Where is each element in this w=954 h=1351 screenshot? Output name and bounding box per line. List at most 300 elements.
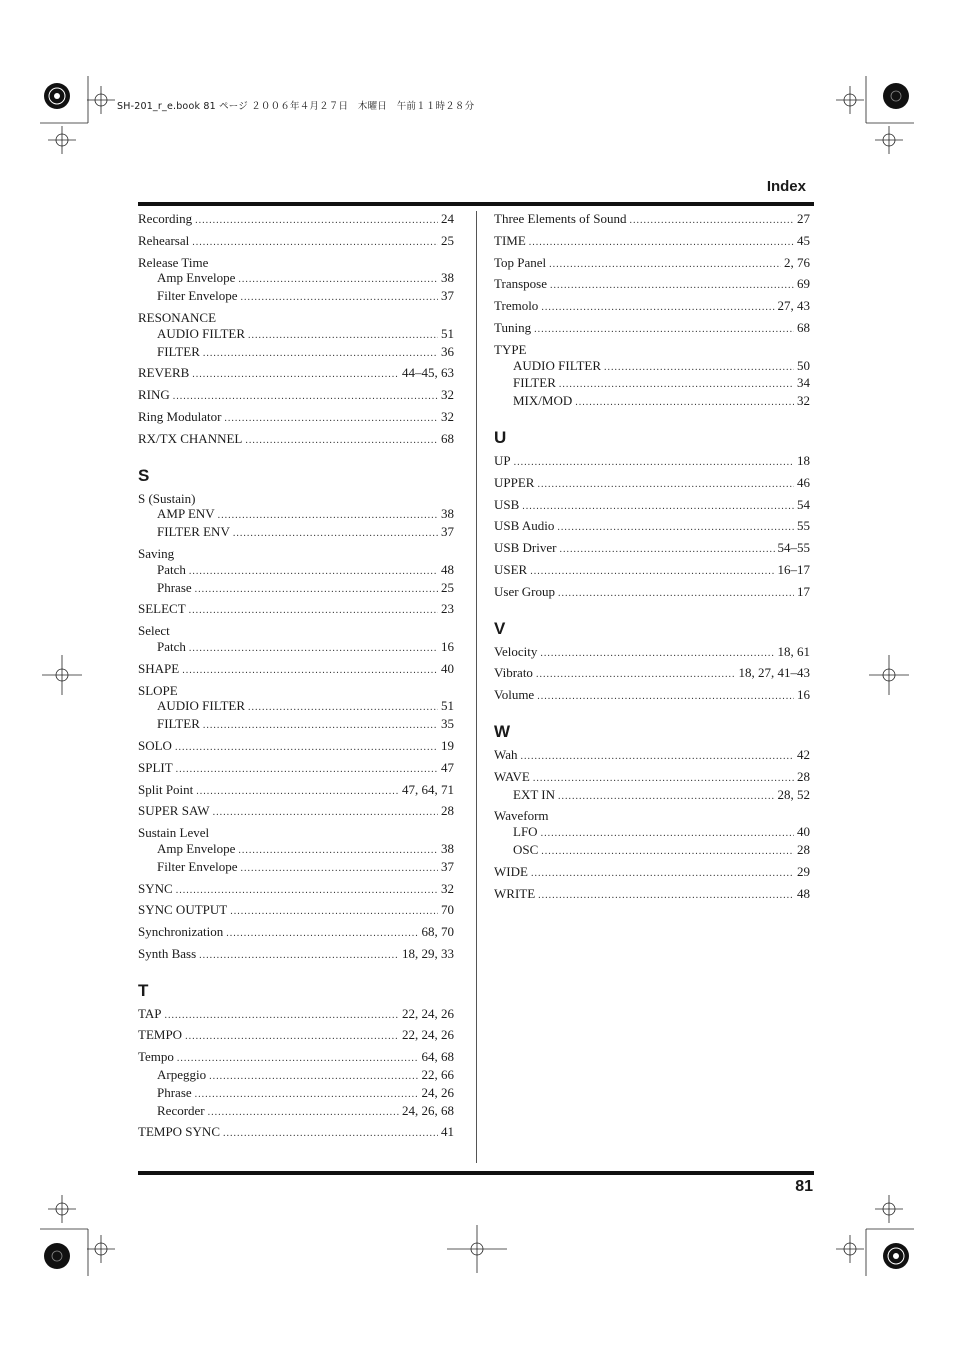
index-term: REVERB (138, 365, 190, 381)
index-entry-line (138, 738, 454, 756)
index-page-refs: 40 (797, 824, 810, 840)
index-page-refs: 34 (797, 375, 810, 391)
index-page-refs: 32 (441, 880, 454, 896)
index-page-refs: 55 (797, 518, 810, 534)
leader-dots (245, 433, 438, 449)
index-entry-line (494, 453, 810, 471)
leader-dots (189, 564, 438, 580)
index-page-refs: 35 (441, 716, 454, 732)
leader-dots (531, 866, 794, 882)
index-entry (494, 886, 810, 904)
leader-dots (230, 904, 438, 920)
index-entry-line (138, 431, 454, 449)
index-term: SUPER SAW (138, 803, 210, 819)
index-entry-line (138, 946, 454, 964)
index-entry-line (138, 255, 454, 271)
index-entry (138, 387, 454, 405)
leader-dots (176, 883, 438, 899)
column-divider (476, 211, 477, 1163)
index-subentry (494, 358, 810, 376)
index-term: Rehearsal (138, 232, 190, 248)
index-entry (494, 255, 810, 273)
index-term: Velocity (494, 643, 538, 659)
index-term: USB Driver (494, 540, 557, 556)
index-page-refs: 16 (441, 638, 454, 654)
index-entry (138, 782, 454, 800)
index-entry-line (138, 1124, 454, 1142)
leader-dots (541, 300, 774, 316)
index-entry-line (138, 782, 454, 800)
index-entry-line (138, 546, 454, 562)
index-term: UP (494, 452, 511, 468)
index-entry-line (494, 769, 810, 787)
index-subentry (494, 842, 810, 860)
index-entry (494, 747, 810, 765)
index-entry (494, 562, 810, 580)
index-term: FILTER (157, 716, 200, 732)
index-subentry (494, 824, 810, 842)
index-entry-line (138, 387, 454, 405)
leader-dots (558, 789, 774, 805)
index-entry (494, 320, 810, 338)
leader-dots (195, 213, 438, 229)
index-subentry (138, 506, 454, 524)
index-page-refs: 18, 61 (777, 643, 810, 659)
index-page-refs: 38 (441, 840, 454, 856)
index-entry-line (138, 601, 454, 619)
index-term: SELECT (138, 601, 186, 617)
index-entry (494, 276, 810, 294)
leader-dots (541, 826, 794, 842)
leader-dots (630, 213, 795, 229)
leader-dots (538, 888, 794, 904)
index-term: Amp Envelope (157, 840, 236, 856)
index-subentry (138, 698, 454, 716)
index-term: EXT IN (513, 786, 556, 802)
index-entry-line (494, 298, 810, 316)
index-page-refs: 2, 76 (784, 254, 810, 270)
leader-dots (521, 749, 795, 765)
index-page-refs: 68 (797, 319, 810, 335)
index-subentry (138, 1067, 454, 1085)
index-term: SPLIT (138, 759, 173, 775)
index-term: TAP (138, 1005, 162, 1021)
footer-rule (138, 1171, 814, 1175)
leader-dots (203, 718, 438, 734)
index-entry-line (138, 365, 454, 383)
index-subentry (138, 716, 454, 734)
index-page-refs: 18, 29, 33 (402, 945, 454, 961)
index-term: WRITE (494, 885, 536, 901)
index-entry (494, 687, 810, 705)
leader-dots (248, 700, 438, 716)
index-page-refs: 48 (797, 885, 810, 901)
page-number: 81 (795, 1178, 813, 1195)
index-subentry (494, 787, 810, 805)
index-term: AUDIO FILTER (513, 357, 601, 373)
index-entry (138, 1049, 454, 1120)
index-entry-line (138, 683, 454, 699)
index-entry-line (138, 825, 454, 841)
index-entry-line (138, 211, 454, 229)
index-page-refs: 44–45, 63 (402, 365, 454, 381)
index-term: AUDIO FILTER (157, 325, 245, 341)
index-page-refs: 51 (441, 698, 454, 714)
index-subentry (138, 562, 454, 580)
index-subentry (138, 270, 454, 288)
index-page-refs: 19 (441, 737, 454, 753)
index-page-refs: 68 (441, 430, 454, 446)
header-rule (138, 202, 814, 206)
index-page-refs: 54 (797, 496, 810, 512)
leader-dots (241, 861, 438, 877)
index-term: Patch (157, 561, 186, 577)
index-entry-line (494, 864, 810, 882)
index-term: Transpose (494, 276, 547, 292)
index-page-refs: 37 (441, 524, 454, 540)
index-page-refs: 47 (441, 759, 454, 775)
index-entry (494, 497, 810, 515)
leader-dots (559, 542, 774, 558)
index-page-refs: 22, 24, 26 (402, 1027, 454, 1043)
index-term: AMP ENV (157, 506, 215, 522)
index-page-refs: 51 (441, 325, 454, 341)
leader-dots (536, 667, 736, 683)
index-entry-line (494, 497, 810, 515)
index-term: Phrase (157, 1084, 192, 1100)
index-subentry (138, 288, 454, 306)
leader-dots (550, 278, 794, 294)
index-term: SYNC OUTPUT (138, 902, 228, 918)
leader-dots (557, 520, 794, 536)
index-subentry (138, 859, 454, 877)
index-entry-line (494, 233, 810, 251)
index-entry-line (138, 1027, 454, 1045)
leader-dots (195, 1087, 419, 1103)
index-letter-heading: T (138, 980, 149, 1000)
index-page-refs: 24 (441, 211, 454, 226)
index-term: Volume (494, 687, 535, 703)
index-term: Three Elements of Sound (494, 211, 627, 226)
index-page-refs: 17 (797, 583, 810, 599)
leader-dots (218, 508, 438, 524)
index-term: Tuning (494, 319, 532, 335)
index-entry (494, 475, 810, 493)
index-term: USER (494, 561, 528, 577)
leader-dots (213, 805, 438, 821)
index-page-refs: 41 (441, 1124, 454, 1140)
leader-dots (541, 844, 794, 860)
index-entry (138, 623, 454, 657)
leader-dots (558, 586, 794, 602)
leader-dots (241, 290, 438, 306)
index-page-refs: 50 (797, 357, 810, 373)
leader-dots (559, 377, 794, 393)
index-term: OSC (513, 841, 539, 857)
index-entry (138, 431, 454, 449)
index-entry (138, 803, 454, 821)
index-page-refs: 24, 26 (421, 1084, 454, 1100)
index-entry (138, 365, 454, 383)
leader-dots (514, 455, 794, 471)
index-subentry (138, 1085, 454, 1103)
index-subentry (138, 580, 454, 598)
index-page-refs: 27 (797, 211, 810, 226)
leader-dots (529, 235, 794, 251)
leader-dots (604, 360, 794, 376)
index-page-refs: 28, 52 (777, 786, 810, 802)
index-entry (494, 233, 810, 251)
index-term: FILTER ENV (157, 524, 230, 540)
index-term: TYPE (494, 341, 527, 357)
leader-dots (196, 784, 399, 800)
index-entry-line (494, 687, 810, 705)
leader-dots (223, 1126, 438, 1142)
index-term: Sustain Level (138, 825, 210, 841)
index-entry (494, 298, 810, 316)
index-letter-heading: V (494, 618, 506, 638)
index-entry (138, 881, 454, 899)
index-term: TIME (494, 232, 526, 248)
index-term: USB (494, 496, 520, 512)
index-page-refs: 28 (441, 803, 454, 819)
leader-dots (522, 499, 794, 515)
index-page-refs: 27, 43 (777, 298, 810, 314)
index-entry (138, 211, 454, 229)
index-entry-line (138, 623, 454, 639)
index-entry-line (494, 518, 810, 536)
index-entry (494, 864, 810, 882)
index-term: Wah (494, 746, 518, 762)
section-title: Index (766, 178, 806, 195)
index-entry (138, 661, 454, 679)
index-entry (494, 453, 810, 471)
index-page-refs: 40 (441, 660, 454, 676)
index-entry-line (138, 881, 454, 899)
index-page-refs: 36 (441, 343, 454, 359)
leader-dots (233, 526, 438, 542)
index-term: MIX/MOD (513, 393, 573, 409)
index-term: Saving (138, 545, 175, 561)
print-slug: SH-201_r_e.book 81 ページ ２００６年４月２７日 木曜日 午前１１時２８分 (117, 101, 475, 112)
index-term: WAVE (494, 768, 530, 784)
index-page-refs: 38 (441, 506, 454, 522)
leader-dots (189, 641, 438, 657)
leader-dots (238, 272, 438, 288)
leader-dots (209, 1069, 418, 1085)
index-entry-line (494, 211, 810, 229)
index-entry-line (494, 665, 810, 683)
index-page-refs: 28 (797, 841, 810, 857)
index-entry-line (138, 760, 454, 778)
index-entry (138, 491, 454, 542)
index-term: SLOPE (138, 682, 178, 698)
index-term: Tempo (138, 1049, 174, 1065)
index-entry (138, 1027, 454, 1045)
index-page-refs: 47, 64, 71 (402, 781, 454, 797)
leader-dots (189, 603, 438, 619)
index-page-refs: 48 (441, 561, 454, 577)
leader-dots (195, 582, 438, 598)
index-subentry (138, 841, 454, 859)
index-entry (138, 409, 454, 427)
leader-dots (540, 646, 774, 662)
leader-dots (208, 1105, 399, 1121)
index-term: TEMPO SYNC (138, 1124, 220, 1140)
index-term: Split Point (138, 781, 194, 797)
leader-dots (185, 1029, 399, 1045)
leader-dots (575, 395, 794, 411)
index-page-refs: 46 (797, 474, 810, 490)
leader-dots (537, 477, 794, 493)
leader-dots (226, 926, 418, 942)
index-entry-line (494, 562, 810, 580)
index-entry (494, 665, 810, 683)
index-term: SOLO (138, 737, 172, 753)
index-page-refs: 38 (441, 270, 454, 286)
index-subentry (138, 1103, 454, 1121)
index-entry (494, 342, 810, 411)
index-entry (494, 769, 810, 805)
index-entry-line (138, 1006, 454, 1024)
index-page-refs: 24, 26, 68 (402, 1102, 454, 1118)
index-entry-line (138, 491, 454, 507)
index-term: Release Time (138, 254, 209, 270)
index-entry-line (138, 902, 454, 920)
index-entry-line (138, 803, 454, 821)
index-entry (138, 1006, 454, 1024)
index-entry-line (494, 886, 810, 904)
index-entry-line (494, 475, 810, 493)
index-subentry (138, 344, 454, 362)
index-page-refs: 68, 70 (421, 924, 454, 940)
index-entry-line (494, 276, 810, 294)
index-term: USB Audio (494, 518, 555, 534)
index-page-refs: 29 (797, 863, 810, 879)
index-entry (138, 1124, 454, 1142)
index-term: RESONANCE (138, 309, 217, 325)
index-entry-line (494, 808, 810, 824)
leader-dots (224, 411, 438, 427)
index-page-refs: 32 (797, 393, 810, 409)
index-page-refs: 22, 24, 26 (402, 1005, 454, 1021)
index-page-refs: 28 (797, 768, 810, 784)
index-page-refs: 32 (441, 387, 454, 403)
index-page-refs: 64, 68 (421, 1049, 454, 1065)
leader-dots (199, 948, 399, 964)
index-entry (138, 233, 454, 251)
index-entry-line (138, 1049, 454, 1067)
index-subentry (494, 393, 810, 411)
index-entry (494, 211, 810, 229)
index-entry-line (494, 342, 810, 358)
index-page-refs: 42 (797, 746, 810, 762)
index-term: RX/TX CHANNEL (138, 430, 243, 446)
index-entry-line (138, 924, 454, 942)
leader-dots (248, 328, 438, 344)
index-term: Synchronization (138, 924, 224, 940)
index-page-refs: 70 (441, 902, 454, 918)
index-entry-line (138, 409, 454, 427)
index-page-refs: 32 (441, 408, 454, 424)
index-page-refs: 37 (441, 858, 454, 874)
index-term: Filter Envelope (157, 858, 238, 874)
index-term: Waveform (494, 808, 549, 824)
index-term: AUDIO FILTER (157, 698, 245, 714)
index-subentry (138, 326, 454, 344)
index-term: RING (138, 387, 170, 403)
index-entry (494, 518, 810, 536)
leader-dots (533, 771, 794, 787)
index-subentry (138, 639, 454, 657)
index-entry (138, 825, 454, 876)
index-term: Arpeggio (157, 1067, 207, 1083)
index-term: Top Panel (494, 254, 547, 270)
index-term: Synth Bass (138, 945, 197, 961)
index-entry (494, 584, 810, 602)
index-page-refs: 18 (797, 452, 810, 468)
leader-dots (192, 367, 399, 383)
index-page-refs: 16–17 (777, 561, 810, 577)
index-term: SYNC (138, 880, 173, 896)
index-page-refs: 45 (797, 232, 810, 248)
index-term: WIDE (494, 863, 528, 879)
index-subentry (138, 524, 454, 542)
leader-dots (192, 235, 438, 251)
leader-dots (203, 346, 438, 362)
leader-dots (549, 257, 781, 273)
index-entry-line (494, 540, 810, 558)
index-page-refs: 54–55 (777, 540, 810, 556)
index-column-right (494, 211, 810, 907)
index-term: UPPER (494, 474, 535, 490)
index-entry (494, 540, 810, 558)
index-term: User Group (494, 583, 556, 599)
index-term: Patch (157, 638, 186, 654)
leader-dots (238, 843, 438, 859)
index-entry-line (494, 584, 810, 602)
index-entry (138, 310, 454, 361)
leader-dots (173, 389, 438, 405)
leader-dots (537, 689, 794, 705)
index-term: Recorder (157, 1102, 205, 1118)
index-entry (138, 946, 454, 964)
index-term: TEMPO (138, 1027, 183, 1043)
index-entry (138, 546, 454, 597)
index-entry (138, 738, 454, 756)
index-page-refs: 37 (441, 288, 454, 304)
index-term: FILTER (513, 375, 556, 391)
index-page-refs: 25 (441, 579, 454, 595)
index-page-refs: 22, 66 (421, 1067, 454, 1083)
index-term: Ring Modulator (138, 408, 222, 424)
index-entry (138, 601, 454, 619)
index-term: Select (138, 623, 170, 639)
leader-dots (530, 564, 774, 580)
index-letter-heading: U (494, 427, 507, 447)
index-entry (138, 924, 454, 942)
index-entry-line (494, 255, 810, 273)
index-term: Tremolo (494, 298, 539, 314)
index-letter-heading: S (138, 465, 150, 485)
index-entry (138, 902, 454, 920)
index-entry (494, 644, 810, 662)
index-entry (138, 760, 454, 778)
index-term: Phrase (157, 579, 192, 595)
leader-dots (182, 663, 438, 679)
index-entry (138, 683, 454, 734)
index-entry-line (138, 310, 454, 326)
